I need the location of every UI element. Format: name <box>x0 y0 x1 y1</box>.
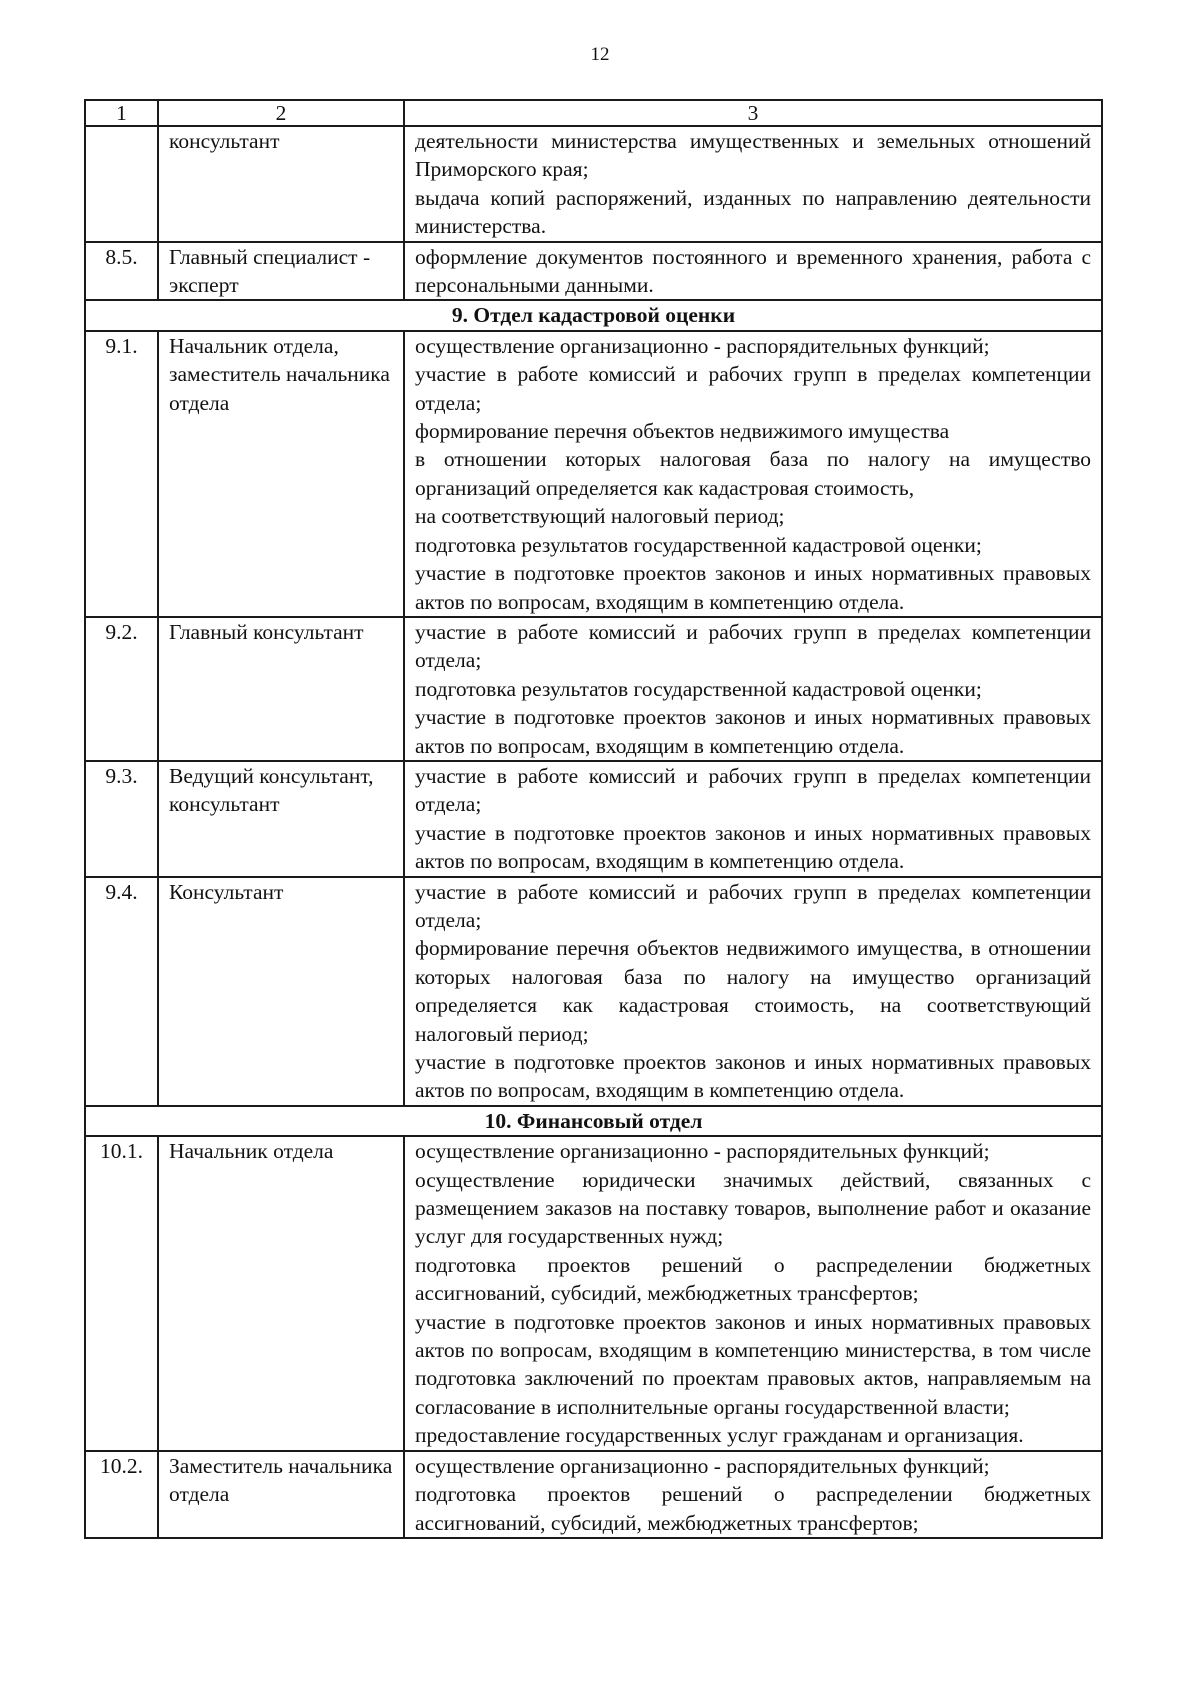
table-row <box>85 877 1102 1106</box>
position-title-cell <box>158 1136 404 1450</box>
duty-item: в отношении которых налоговая база по налогу на имущество организаций определяется как кадастровая стоимость, <box>415 447 1091 500</box>
position-title-cell <box>158 617 404 761</box>
duty-item: участие в подготовке проектов законов и иных нормативных правовых актов по вопросам, входящим в компетенцию отдела. <box>415 1050 1091 1103</box>
duties-cell <box>404 1136 1102 1450</box>
duty-item: участие в работе комиссий и рабочих групп в пределах компетенции отдела; <box>415 763 1091 817</box>
duty-item: участие в работе комиссий и рабочих групп в пределах компетенции отдела; <box>415 879 1091 932</box>
column-header-3: 3 <box>404 100 1102 126</box>
duty-item: формирование перечня объектов недвижимого имущества <box>415 419 950 444</box>
position-title-cell <box>158 126 404 242</box>
position-title: консультант <box>169 129 280 153</box>
table-row <box>85 1451 1102 1538</box>
position-title: Главный специалист - эксперт <box>169 244 371 298</box>
duty-item: участие в подготовке проектов законов и иных нормативных правовых актов по вопросам, входящим в компетенцию отдела. <box>415 820 1091 874</box>
duty-item: на соответствующий налоговый период; <box>415 504 785 529</box>
duties-cell <box>404 126 1102 242</box>
section-title: 10. Финансовый отдел <box>85 1106 1102 1136</box>
page-number: 12 <box>590 44 610 65</box>
row-number: 10.2. <box>85 1451 158 1538</box>
section-header-row <box>85 1106 1102 1136</box>
duties-cell <box>404 1451 1102 1538</box>
duty-item: осуществление юридически значимых действий, связанных с размещением заказов на поставку товаров, выполнение работ и оказание услуг для государственных нужд; <box>415 1167 1091 1249</box>
duty-item: деятельности министерства имущественных и земельных отношений Приморского края; <box>415 129 1091 182</box>
duties-cell <box>404 331 1102 617</box>
table-row <box>85 242 1102 301</box>
position-title: консультант <box>169 792 280 817</box>
table-row <box>85 331 1102 617</box>
duties-cell <box>404 617 1102 761</box>
duty-item: участие в работе комиссий и рабочих групп в пределах компетенции отдела; <box>415 362 1091 415</box>
duty-item: оформление документов постоянного и временного хранения, работа с персональными данными. <box>415 244 1091 298</box>
row-number <box>85 126 158 242</box>
position-title: Начальник отдела <box>169 1139 334 1164</box>
row-number: 8.5. <box>85 242 158 301</box>
duty-item: подготовка результатов государственной кадастровой оценки; <box>415 532 982 557</box>
duties-table <box>84 99 1103 1539</box>
row-number: 9.4. <box>85 877 158 1106</box>
duty-item: подготовка проектов решений о распределении бюджетных ассигнований, субсидий, межбюджетных трансфертов; <box>415 1482 1091 1535</box>
table-row <box>85 761 1102 877</box>
duty-item: предоставление государственных услуг гражданам и организация. <box>415 1423 1024 1448</box>
position-title: Консультант <box>169 879 284 904</box>
position-title: Ведущий консультант, <box>169 763 374 788</box>
duty-item: подготовка проектов решений о распределении бюджетных ассигнований, субсидий, межбюджетных трансфертов; <box>415 1252 1091 1306</box>
section-header-row <box>85 300 1102 330</box>
table-row <box>85 126 1102 242</box>
table-header-row <box>85 100 1102 126</box>
position-title: Заместитель начальника отдела <box>169 1453 393 1507</box>
position-title: Главный консультант <box>169 619 364 644</box>
duty-item: выдача копий распоряжений, изданных по направлению деятельности министерства. <box>415 185 1091 239</box>
position-title-cell <box>158 1451 404 1538</box>
duties-cell <box>404 877 1102 1106</box>
row-number: 9.3. <box>85 761 158 877</box>
duty-item: осуществление организационно - распорядительных функций; <box>415 333 990 358</box>
duty-item: осуществление организационно - распорядительных функций; <box>415 1139 990 1164</box>
duties-cell <box>404 761 1102 877</box>
duty-item: участие в подготовке проектов законов и иных нормативных правовых актов по вопросам, входящим в компетенцию министерства, в том числе подготовка заключений по проектам правовых актов, направляемым на согласование в исполнительные органы государственной власти; <box>415 1309 1091 1419</box>
table-row <box>85 617 1102 761</box>
table-row <box>85 1136 1102 1450</box>
position-title-cell <box>158 877 404 1106</box>
position-title-cell <box>158 242 404 301</box>
duty-item: подготовка результатов государственной кадастровой оценки; <box>415 676 982 701</box>
duty-item: участие в работе комиссий и рабочих групп в пределах компетенции отдела; <box>415 619 1091 673</box>
position-title-cell <box>158 761 404 877</box>
row-number: 9.2. <box>85 617 158 761</box>
duty-item: участие в подготовке проектов законов и иных нормативных правовых актов по вопросам, входящим в компетенцию отдела. <box>415 561 1091 614</box>
duty-item: формирование перечня объектов недвижимого имущества, в отношении которых налоговая база по налогу на имущество организаций определяется как кадастровая стоимость, на соответствующий налоговый период; <box>415 936 1091 1046</box>
duty-item: участие в подготовке проектов законов и иных нормативных правовых актов по вопросам, входящим в компетенцию отдела. <box>415 705 1091 758</box>
position-title: Начальник отдела, заместитель начальника отдела <box>169 333 390 415</box>
row-number: 9.1. <box>85 331 158 617</box>
section-title: 9. Отдел кадастровой оценки <box>85 300 1102 330</box>
duty-item: осуществление организационно - распорядительных функций; <box>415 1453 990 1478</box>
column-header-2: 2 <box>158 100 404 126</box>
column-header-1: 1 <box>85 100 158 126</box>
duties-cell <box>404 242 1102 301</box>
row-number: 10.1. <box>85 1136 158 1450</box>
position-title-cell <box>158 331 404 617</box>
